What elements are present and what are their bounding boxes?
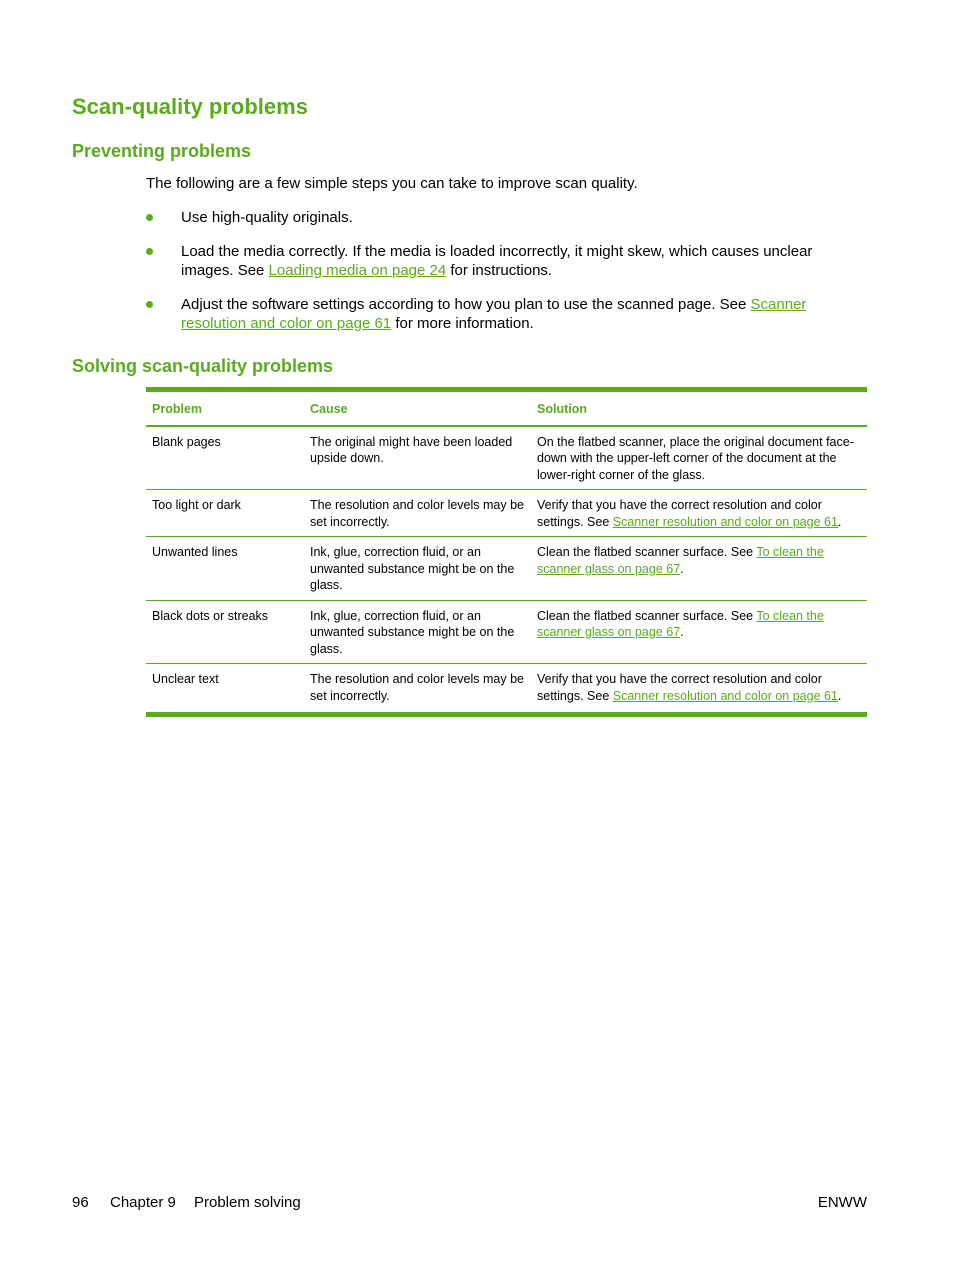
list-item <box>146 242 866 280</box>
problem-cell: Unwanted lines <box>146 537 304 601</box>
solution-text: Verify that you have the correct resolution and color settings. See <box>537 672 822 703</box>
loading-media-link[interactable]: Loading media on page 24 <box>268 262 447 279</box>
cause-cell: Ink, glue, correction fluid, or an unwanted substance might be on the glass. <box>304 537 531 601</box>
scanner-resolution-link[interactable]: Scanner resolution and color on page 61 <box>181 296 807 332</box>
solution-text: Clean the flatbed scanner surface. See <box>537 545 757 559</box>
solution-cell <box>531 537 867 601</box>
footer-chapter: Chapter 9 <box>110 1194 176 1211</box>
problem-cell: Too light or dark <box>146 490 304 537</box>
bullet-text-after: for instructions. <box>446 262 553 279</box>
bullet-text: Adjust the software settings according to how you plan to use the scanned page. See <box>181 296 751 313</box>
scanner-resolution-link[interactable]: Scanner resolution and color on page 61 <box>612 688 838 703</box>
problem-cell: Unclear text <box>152 672 219 686</box>
table-row <box>146 664 867 713</box>
list-item <box>146 208 866 227</box>
solution-text: On the flatbed scanner, place the original document face-down with the upper-left corner of the document at the lower-right corner of the glass. <box>537 434 854 482</box>
cause-cell: The resolution and color levels may be set incorrectly. <box>304 490 531 537</box>
cause-cell: The resolution and color levels may be set incorrectly. <box>310 672 525 703</box>
table-row <box>146 537 867 601</box>
clean-scanner-glass-link[interactable]: To clean the scanner glass on page 67 <box>537 545 824 576</box>
column-header-cause: Cause <box>304 392 531 426</box>
bullet-text: Load the media correctly. If the media is loaded incorrectly, it might skew, which causes unclear images. See <box>181 243 813 279</box>
bullet-text: Use high-quality originals. <box>181 209 353 226</box>
table-header-row <box>146 392 867 426</box>
table-row <box>146 426 867 490</box>
bullet-icon <box>146 214 153 221</box>
cause-cell: Ink, glue, correction fluid, or an unwanted substance might be on the glass. <box>304 600 531 664</box>
solution-text-after: . <box>680 625 684 639</box>
column-header-solution: Solution <box>531 392 867 426</box>
bullet-icon <box>146 301 153 308</box>
page-title: Scan-quality problems <box>72 94 308 119</box>
solution-text: Clean the flatbed scanner surface. See <box>537 608 757 623</box>
cause-cell: The original might have been loaded upside down. <box>304 426 531 490</box>
clean-scanner-glass-link[interactable]: To clean the scanner glass on page 67 <box>537 608 824 639</box>
scanner-resolution-link[interactable]: Scanner resolution and color on page 61 <box>612 514 838 529</box>
bullet-text-after: for more information. <box>391 315 534 332</box>
solving-problems-heading: Solving scan-quality problems <box>72 356 334 376</box>
bullet-icon <box>146 248 153 255</box>
intro-paragraph: The following are a few simple steps you can take to improve scan quality. <box>146 175 638 192</box>
solution-cell <box>531 490 867 537</box>
column-header-problem: Problem <box>146 392 304 426</box>
solution-text-after: . <box>837 688 842 703</box>
table-row <box>146 600 867 664</box>
problem-cell: Blank pages <box>146 426 304 490</box>
solution-cell <box>531 664 867 713</box>
table-row <box>146 490 867 537</box>
preventing-problems-heading: Preventing problems <box>72 141 252 161</box>
footer-locale: ENWW <box>817 1194 867 1211</box>
problem-cell: Black dots or streaks <box>146 600 304 664</box>
solution-text: Verify that you have the correct resolution and color settings. See <box>537 498 822 529</box>
scan-quality-table <box>146 387 867 717</box>
solution-cell <box>531 426 867 490</box>
list-item <box>146 295 866 333</box>
solution-cell <box>531 600 867 664</box>
footer-chapter-title: Problem solving <box>194 1194 301 1211</box>
solution-text-after: . <box>680 561 684 576</box>
preventing-steps-list <box>146 208 866 348</box>
footer-page-number: 96 <box>72 1194 89 1211</box>
solution-text-after: . <box>837 514 842 529</box>
